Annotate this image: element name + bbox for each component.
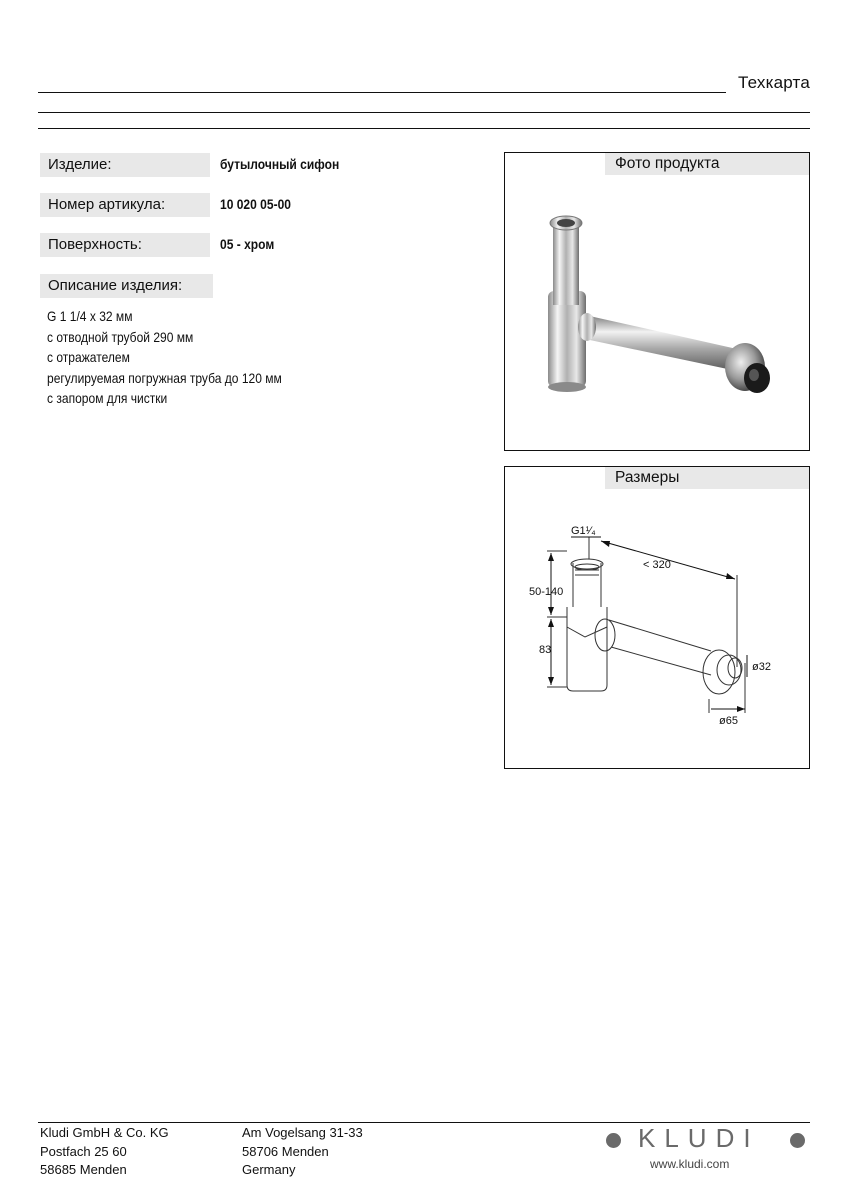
footer-address-line: Germany <box>242 1162 296 1177</box>
header-rule-top <box>38 92 726 93</box>
footer-address <box>242 1124 363 1180</box>
siphon-photo <box>505 153 809 450</box>
field-label-surface: Поверхность: <box>40 233 210 257</box>
description-line: с отражателем <box>47 349 130 365</box>
field-label-product: Изделие: <box>40 153 210 177</box>
footer-company-line: 58685 Menden <box>40 1162 127 1177</box>
header-rule-3 <box>38 128 810 129</box>
description-text <box>47 306 282 409</box>
field-label-article: Номер артикула: <box>40 193 210 217</box>
field-value-article: 10 020 05-00 <box>220 196 291 212</box>
footer-company-line: Postfach 25 60 <box>40 1143 127 1159</box>
dimension-drawing <box>505 467 809 768</box>
logo-dot-left-icon <box>606 1133 621 1148</box>
dimensions-panel-title: Размеры <box>605 467 809 489</box>
page-title: Техкарта <box>737 73 810 92</box>
footer-company-line: Kludi GmbH & Co. KG <box>40 1125 169 1140</box>
dim-height-label: 83 <box>539 644 552 656</box>
dimensions-panel <box>504 466 810 769</box>
footer-address-line: Am Vogelsang 31-33 <box>242 1125 363 1140</box>
photo-panel <box>504 152 810 451</box>
description-line: с запором для чистки <box>47 390 168 406</box>
footer-address-line: 58706 Menden <box>242 1143 329 1159</box>
field-value-product: бутылочный сифон <box>220 156 340 172</box>
dim-height-adjust-label: 50-140 <box>529 586 564 598</box>
dim-rosette-diameter-label: ø65 <box>719 715 738 727</box>
dim-thread-label: G1¹⁄₄ <box>571 525 596 537</box>
dim-length-label: < 320 <box>643 559 671 571</box>
photo-panel-title: Фото продукта <box>605 153 809 175</box>
description-line: регулируемая погружная труба до 120 мм <box>47 369 282 386</box>
kludi-logo <box>602 1123 812 1155</box>
dim-pipe-diameter-label: ø32 <box>752 661 771 673</box>
description-line: G 1 1/4 x 32 мм <box>47 308 133 324</box>
header-rule-2 <box>38 112 810 113</box>
logo-dot-right-icon <box>790 1133 805 1148</box>
description-label: Описание изделия: <box>40 274 213 298</box>
logo-text: KLUDI <box>638 1123 760 1153</box>
footer-website: www.kludi.com <box>650 1157 730 1171</box>
field-value-surface: 05 - хром <box>220 236 275 252</box>
footer-company <box>40 1124 169 1180</box>
description-line: с отводной трубой 290 мм <box>47 328 194 345</box>
